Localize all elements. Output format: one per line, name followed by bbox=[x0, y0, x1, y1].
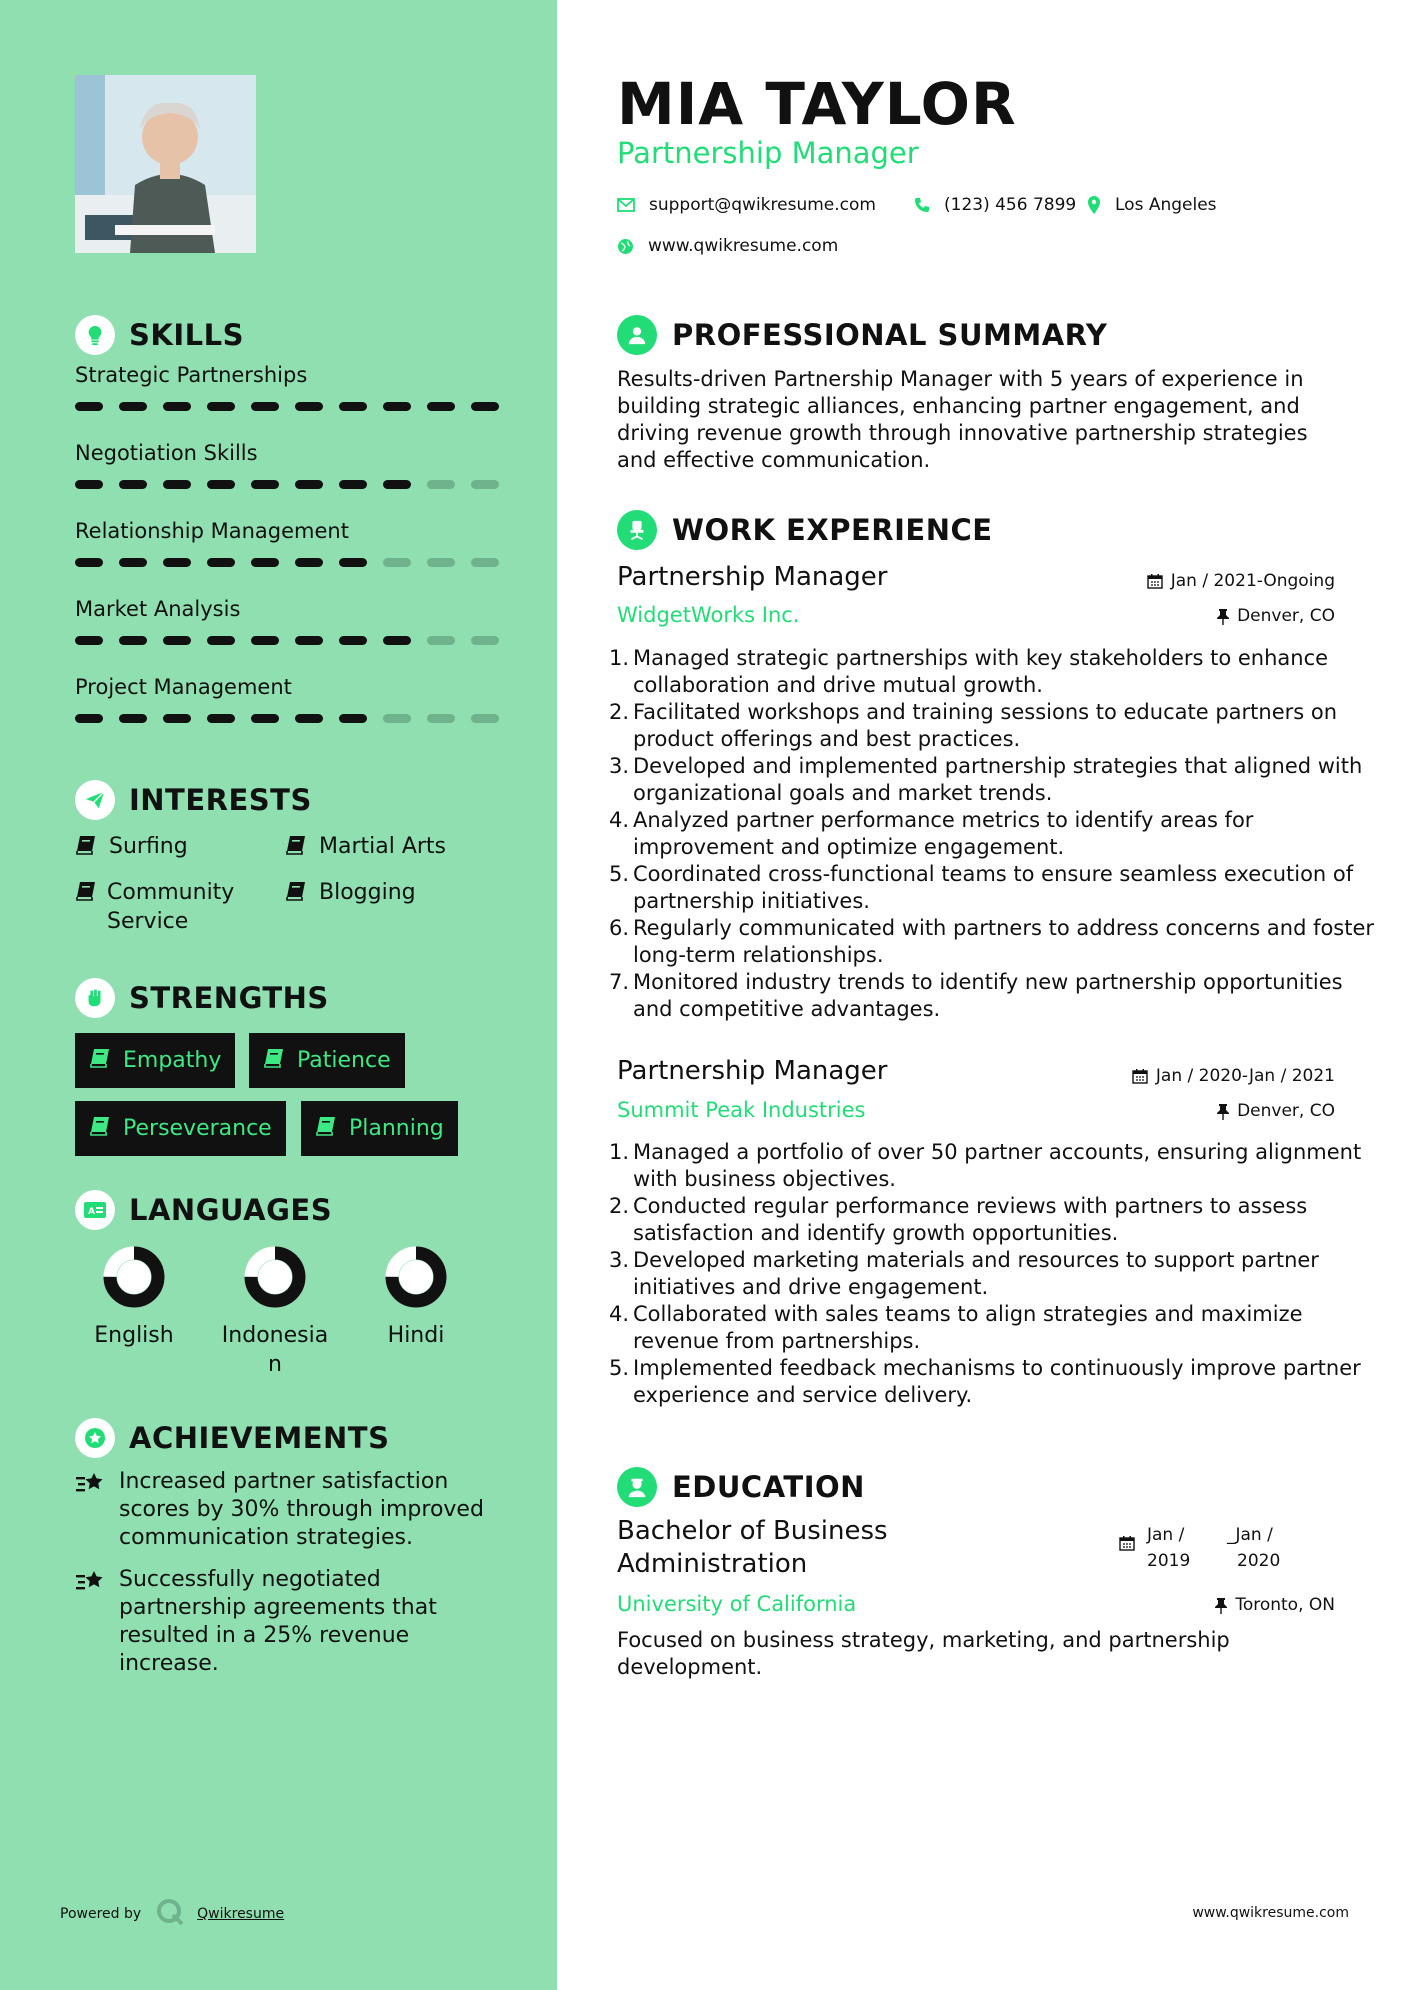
education-location-text: Toronto, ON bbox=[1235, 1595, 1335, 1615]
qwikresume-logo-icon bbox=[155, 1897, 185, 1931]
job-title: Partnership Manager bbox=[617, 1056, 888, 1086]
language-name: Indonesian bbox=[221, 1323, 329, 1377]
education-heading bbox=[617, 1467, 865, 1507]
education-location bbox=[1215, 1595, 1335, 1615]
user-icon bbox=[617, 315, 657, 355]
profile-photo bbox=[75, 75, 256, 253]
interest-item bbox=[285, 878, 416, 909]
job-location-text: Denver, CO bbox=[1237, 606, 1335, 626]
skill-dash-filled bbox=[75, 714, 103, 723]
skill-dash-empty bbox=[383, 714, 411, 723]
calendar-icon bbox=[1132, 1068, 1148, 1084]
skill-item bbox=[75, 519, 505, 549]
interest-item bbox=[75, 832, 188, 863]
skills-title: SKILLS bbox=[129, 318, 244, 352]
end-month: _Jan / bbox=[1227, 1525, 1273, 1545]
skill-dash-filled bbox=[251, 558, 279, 567]
globe-icon bbox=[617, 238, 634, 255]
company-name: WidgetWorks Inc. bbox=[617, 603, 800, 627]
job-bullet bbox=[609, 699, 1379, 753]
job-dates bbox=[1147, 571, 1335, 591]
skill-dash-filled bbox=[295, 636, 323, 645]
job-location-text: Denver, CO bbox=[1237, 1101, 1335, 1121]
calendar-icon bbox=[1147, 573, 1163, 589]
strength-label: Empathy bbox=[123, 1048, 222, 1073]
languages-title: LANGUAGES bbox=[129, 1193, 333, 1227]
website-text: www.qwikresume.com bbox=[648, 236, 839, 256]
book-icon bbox=[75, 832, 99, 863]
skill-dash-filled bbox=[207, 480, 235, 489]
skill-dash-filled bbox=[119, 558, 147, 567]
skill-name: Project Management bbox=[75, 675, 292, 699]
strengths-heading bbox=[75, 978, 329, 1018]
skill-dash-empty bbox=[471, 714, 499, 723]
pushpin-icon bbox=[1217, 608, 1229, 625]
skill-dash-filled bbox=[295, 480, 323, 489]
qwikresume-link[interactable]: Qwikresume bbox=[197, 1906, 285, 1922]
skill-dash-filled bbox=[119, 480, 147, 489]
bullet-number: 3. bbox=[609, 754, 630, 778]
skill-dash-filled bbox=[163, 402, 191, 411]
end-year: 2020 bbox=[1237, 1551, 1281, 1571]
interests-heading bbox=[75, 780, 312, 820]
language-level-ring bbox=[384, 1245, 448, 1309]
skill-dash-empty bbox=[471, 636, 499, 645]
skill-dash-filled bbox=[207, 714, 235, 723]
bullet-number: 2. bbox=[609, 700, 630, 724]
skill-dash-filled bbox=[75, 402, 103, 411]
skill-level-bar bbox=[75, 714, 499, 723]
language-level-ring bbox=[243, 1245, 307, 1309]
job-dates-text: Jan / 2021-Ongoing bbox=[1170, 571, 1335, 591]
skill-dash-filled bbox=[75, 636, 103, 645]
language-item bbox=[346, 1245, 486, 1350]
experience-heading bbox=[617, 510, 993, 550]
skill-dash-empty bbox=[427, 558, 455, 567]
skill-dash-filled bbox=[383, 402, 411, 411]
language-name: English bbox=[94, 1323, 174, 1348]
skill-dash-filled bbox=[163, 558, 191, 567]
skill-name: Market Analysis bbox=[75, 597, 241, 621]
achievements-title: ACHIEVEMENTS bbox=[129, 1421, 390, 1455]
skill-dash-filled bbox=[207, 402, 235, 411]
skill-dash-filled bbox=[251, 714, 279, 723]
shooting-star-icon bbox=[75, 1566, 109, 1678]
interest-item bbox=[75, 878, 255, 936]
start-month: Jan / bbox=[1147, 1525, 1185, 1545]
bullet-text: Monitored industry trends to identify new partnership opportunities and competitive advantages. bbox=[633, 970, 1343, 1021]
interest-item bbox=[285, 832, 446, 863]
bullet-text: Developed and implemented partnership strategies that aligned with organizational goals and market trends. bbox=[633, 754, 1363, 805]
languages-heading bbox=[75, 1190, 332, 1230]
calendar-icon bbox=[1119, 1535, 1135, 1551]
skill-dash-filled bbox=[251, 636, 279, 645]
ring-center bbox=[399, 1260, 433, 1294]
strength-tag bbox=[75, 1101, 286, 1156]
book-icon bbox=[315, 1116, 337, 1142]
bullet-number: 3. bbox=[609, 1248, 630, 1272]
graduation-icon bbox=[617, 1467, 657, 1507]
skill-dash-filled bbox=[207, 636, 235, 645]
strength-label: Planning bbox=[349, 1116, 444, 1141]
calendar-icon-wrap bbox=[1119, 1535, 1143, 1551]
achievement-item bbox=[75, 1566, 505, 1678]
skill-dash-filled bbox=[163, 636, 191, 645]
interest-label: Martial Arts bbox=[319, 834, 447, 859]
book-icon bbox=[285, 832, 309, 863]
email-text: support@qwikresume.com bbox=[649, 195, 876, 215]
skill-dash-filled bbox=[339, 558, 367, 567]
bullet-number: 7. bbox=[609, 970, 630, 994]
book-icon bbox=[75, 878, 97, 936]
skill-dash-filled bbox=[471, 402, 499, 411]
job-bullet bbox=[609, 753, 1379, 807]
language-card-icon bbox=[75, 1190, 115, 1230]
bullet-text: Regularly communicated with partners to address concerns and foster long-term relationships. bbox=[633, 916, 1375, 967]
skill-level-bar bbox=[75, 558, 499, 567]
summary-title: PROFESSIONAL SUMMARY bbox=[672, 318, 1108, 352]
summary-heading bbox=[617, 315, 1107, 355]
bullet-number: 4. bbox=[609, 1302, 630, 1326]
bullet-number: 4. bbox=[609, 808, 630, 832]
bullet-text: Facilitated workshops and training sessions to educate partners on product offerings and best practices. bbox=[633, 700, 1338, 751]
skill-dash-empty bbox=[427, 636, 455, 645]
book-icon bbox=[263, 1048, 285, 1074]
language-item bbox=[64, 1245, 204, 1350]
shooting-star-icon bbox=[75, 1468, 109, 1552]
achievement-text: Increased partner satisfaction scores by 30% through improved communication strategies. bbox=[119, 1469, 484, 1550]
skill-dash-filled bbox=[119, 714, 147, 723]
job-bullet bbox=[609, 861, 1379, 915]
education-start-date bbox=[1147, 1522, 1190, 1574]
book-icon bbox=[89, 1116, 111, 1142]
skill-dash-empty bbox=[427, 714, 455, 723]
bullet-number: 2. bbox=[609, 1194, 630, 1218]
interest-label: Community Service bbox=[107, 880, 235, 934]
skill-level-bar bbox=[75, 480, 499, 489]
skill-dash-filled bbox=[75, 480, 103, 489]
skills-heading bbox=[75, 315, 244, 355]
job-location bbox=[1217, 606, 1335, 626]
bullet-number: 5. bbox=[609, 1356, 630, 1380]
skill-dash-filled bbox=[339, 636, 367, 645]
strength-tag bbox=[301, 1101, 458, 1156]
skill-dash-empty bbox=[471, 558, 499, 567]
skill-dash-filled bbox=[295, 714, 323, 723]
lightbulb-icon bbox=[75, 315, 115, 355]
fist-icon bbox=[75, 978, 115, 1018]
skill-dash-filled bbox=[339, 714, 367, 723]
skill-name: Strategic Partnerships bbox=[75, 363, 308, 387]
achievement-item bbox=[75, 1468, 505, 1552]
strength-label: Perseverance bbox=[123, 1116, 272, 1141]
skill-dash-filled bbox=[383, 480, 411, 489]
skill-dash-filled bbox=[251, 402, 279, 411]
job-location bbox=[1217, 1101, 1335, 1121]
skill-dash-filled bbox=[295, 402, 323, 411]
bullet-text: Managed strategic partnerships with key stakeholders to enhance collaboration and drive mutual growth. bbox=[633, 646, 1329, 697]
skill-dash-filled bbox=[339, 402, 367, 411]
skill-item bbox=[75, 597, 505, 627]
achievements-heading bbox=[75, 1418, 389, 1458]
skill-item bbox=[75, 363, 505, 393]
education-title: EDUCATION bbox=[672, 1470, 865, 1504]
job-bullet bbox=[609, 807, 1379, 861]
skill-dash-filled bbox=[427, 402, 455, 411]
skill-level-bar bbox=[75, 636, 499, 645]
phone-icon bbox=[914, 197, 930, 213]
education-description: Focused on business strategy, marketing, and partnership development. bbox=[617, 1628, 1230, 1679]
job-bullet bbox=[609, 1301, 1379, 1355]
language-level-ring bbox=[102, 1245, 166, 1309]
office-chair-icon bbox=[617, 510, 657, 550]
job-bullet bbox=[609, 1139, 1379, 1193]
skill-name: Relationship Management bbox=[75, 519, 349, 543]
skill-dash-filled bbox=[339, 480, 367, 489]
achievement-text: Successfully negotiated partnership agreements that resulted in a 25% revenue increase. bbox=[119, 1567, 437, 1676]
job-bullet bbox=[609, 1247, 1379, 1301]
interest-label: Surfing bbox=[109, 834, 188, 859]
job-bullet-list bbox=[609, 645, 1379, 1023]
job-title: Partnership Manager bbox=[617, 562, 888, 592]
job-dates-text: Jan / 2020-Jan / 2021 bbox=[1155, 1066, 1335, 1086]
contact-website[interactable] bbox=[617, 236, 838, 256]
skill-dash-empty bbox=[427, 480, 455, 489]
company-name: Summit Peak Industries bbox=[617, 1098, 866, 1122]
contact-location bbox=[1087, 195, 1217, 215]
skill-item bbox=[75, 441, 505, 471]
powered-by-label: Powered by bbox=[60, 1906, 142, 1922]
job-bullet bbox=[609, 645, 1379, 699]
skill-dash-empty bbox=[383, 558, 411, 567]
envelope-icon bbox=[617, 198, 635, 212]
contact-phone[interactable] bbox=[914, 195, 1076, 215]
skill-dash-filled bbox=[163, 480, 191, 489]
star-badge-icon bbox=[75, 1418, 115, 1458]
location-text: Los Angeles bbox=[1115, 195, 1217, 215]
candidate-name: MIA TAYLOR bbox=[617, 70, 1017, 138]
language-item bbox=[205, 1245, 345, 1379]
ring-center bbox=[258, 1260, 292, 1294]
skill-dash-empty bbox=[471, 480, 499, 489]
job-bullet bbox=[609, 1355, 1379, 1409]
bullet-number: 1. bbox=[609, 646, 630, 670]
summary-text: Results-driven Partnership Manager with 5 years of experience in building strategic alliances, enhancing partner engagement, and driving revenue growth through innovative partnership strategies and effective communication. bbox=[617, 367, 1308, 472]
skill-level-bar bbox=[75, 402, 499, 411]
ring-center bbox=[117, 1260, 151, 1294]
job-bullet bbox=[609, 915, 1379, 969]
pushpin-icon bbox=[1217, 1103, 1229, 1120]
degree-title: Bachelor of Business Administration bbox=[617, 1516, 888, 1579]
skill-dash-filled bbox=[75, 558, 103, 567]
skill-dash-filled bbox=[119, 402, 147, 411]
skill-dash-filled bbox=[163, 714, 191, 723]
candidate-role: Partnership Manager bbox=[617, 136, 919, 170]
bullet-number: 6. bbox=[609, 916, 630, 940]
school-name: University of California bbox=[617, 1592, 857, 1616]
skill-dash-filled bbox=[295, 558, 323, 567]
start-year: 2019 bbox=[1147, 1551, 1191, 1571]
job-bullet bbox=[609, 969, 1379, 1023]
skill-dash-filled bbox=[119, 636, 147, 645]
strength-tag bbox=[249, 1033, 405, 1088]
bullet-text: Conducted regular performance reviews with partners to assess satisfaction and identify growth opportunities. bbox=[633, 1194, 1308, 1245]
bullet-text: Collaborated with sales teams to align strategies and maximize revenue from partnerships. bbox=[633, 1302, 1303, 1353]
strength-tag bbox=[75, 1033, 235, 1088]
bullet-text: Developed marketing materials and resources to support partner initiatives and drive engagement. bbox=[633, 1248, 1319, 1299]
skill-dash-filled bbox=[251, 480, 279, 489]
contact-email[interactable] bbox=[617, 195, 876, 215]
footer-website[interactable]: www.qwikresume.com bbox=[1192, 1905, 1349, 1921]
language-name: Hindi bbox=[387, 1323, 445, 1348]
svg-text:A: A bbox=[88, 1207, 95, 1217]
bullet-number: 1. bbox=[609, 1140, 630, 1164]
strengths-title: STRENGTHS bbox=[129, 981, 329, 1015]
education-end-date bbox=[1227, 1522, 1280, 1574]
skill-dash-filled bbox=[383, 636, 411, 645]
strength-label: Patience bbox=[297, 1048, 391, 1073]
interests-title: INTERESTS bbox=[129, 783, 312, 817]
pushpin-icon bbox=[1215, 1597, 1227, 1614]
job-dates bbox=[1132, 1066, 1335, 1086]
skill-dash-filled bbox=[207, 558, 235, 567]
job-bullet-list bbox=[609, 1139, 1379, 1409]
skill-item bbox=[75, 675, 505, 705]
main-content bbox=[557, 0, 1407, 1990]
map-pin-icon bbox=[1087, 196, 1101, 214]
bullet-text: Coordinated cross-functional teams to ensure seamless execution of partnership initiatives. bbox=[633, 862, 1354, 913]
interest-label: Blogging bbox=[319, 880, 416, 905]
book-icon bbox=[89, 1048, 111, 1074]
paper-plane-icon bbox=[75, 780, 115, 820]
bullet-text: Managed a portfolio of over 50 partner accounts, ensuring alignment with business objectives. bbox=[633, 1140, 1362, 1191]
phone-text: (123) 456 7899 bbox=[944, 195, 1077, 215]
job-bullet bbox=[609, 1193, 1379, 1247]
experience-title: WORK EXPERIENCE bbox=[672, 513, 993, 547]
bullet-number: 5. bbox=[609, 862, 630, 886]
sidebar bbox=[0, 0, 557, 1990]
skill-name: Negotiation Skills bbox=[75, 441, 258, 465]
book-icon bbox=[285, 878, 309, 909]
powered-by bbox=[60, 1897, 284, 1931]
bullet-text: Implemented feedback mechanisms to continuously improve partner experience and service delivery. bbox=[633, 1356, 1361, 1407]
bullet-text: Analyzed partner performance metrics to identify areas for improvement and optimize engagement. bbox=[633, 808, 1254, 859]
